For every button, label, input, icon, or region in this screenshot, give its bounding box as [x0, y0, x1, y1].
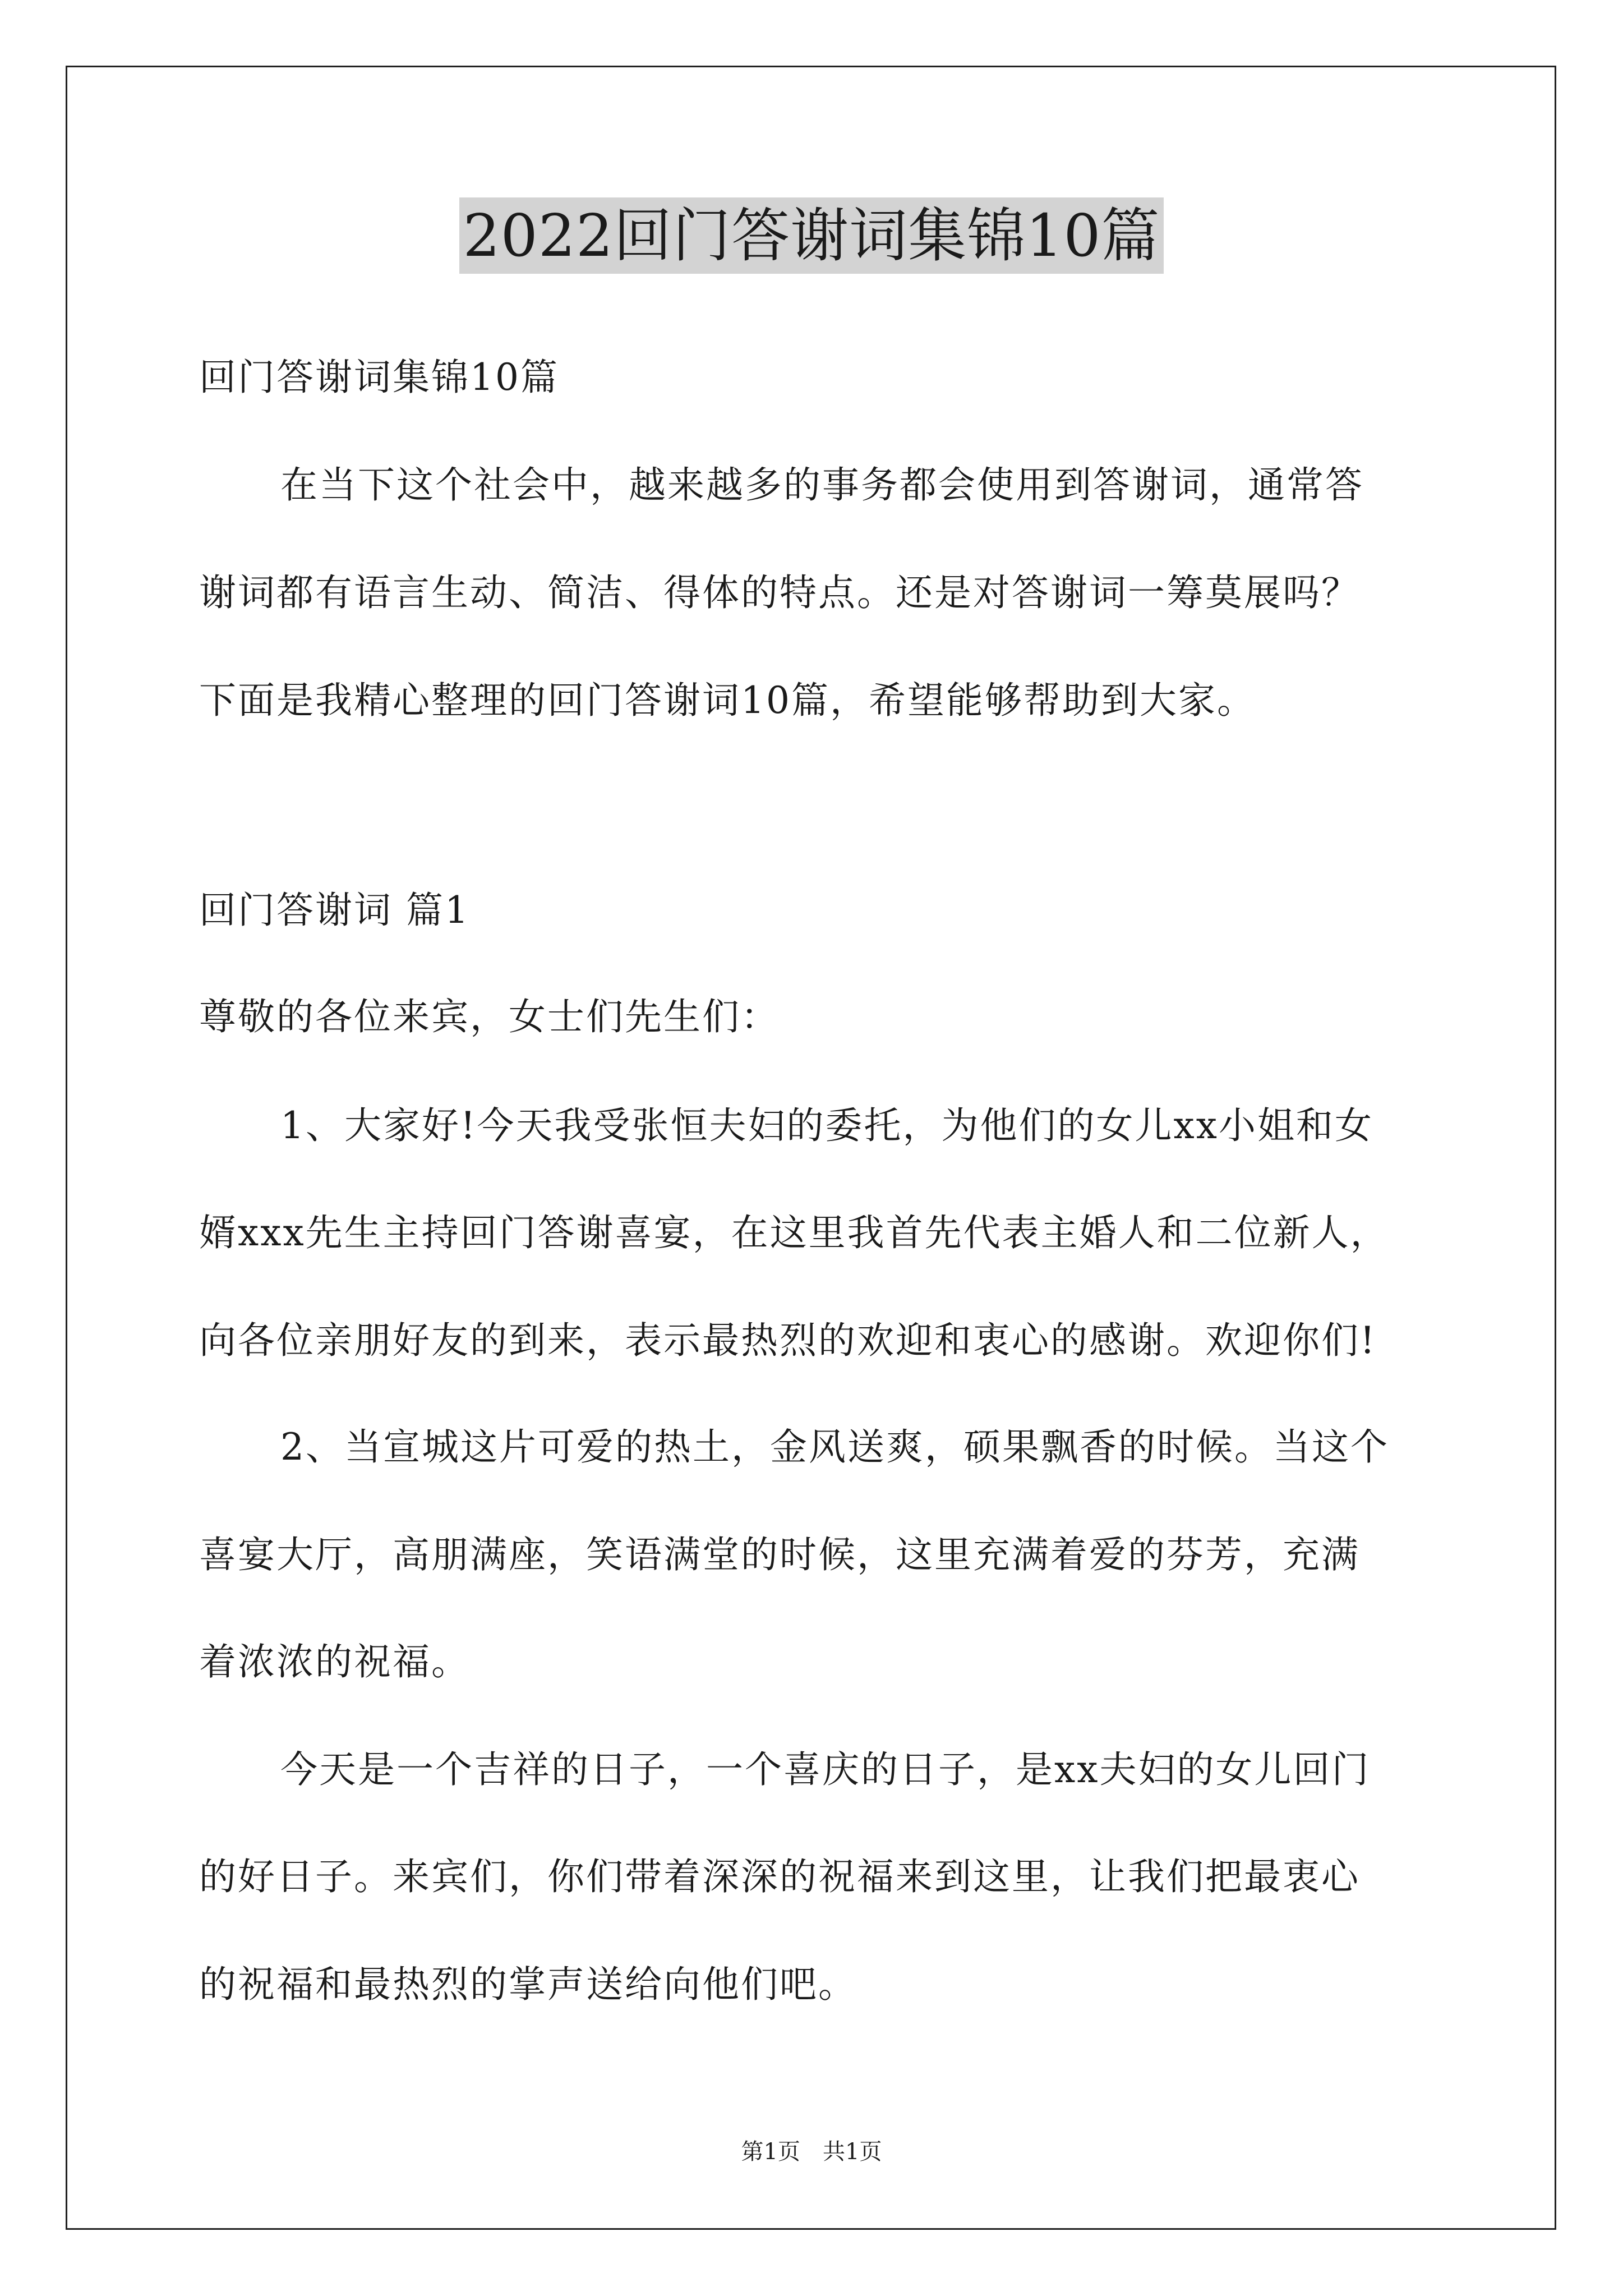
salutation: 尊敬的各位来宾，女士们先生们： — [199, 995, 780, 1038]
paragraph-line: 的好日子。来宾们，你们带着深深的祝福来到这里，让我们把最衷心 — [199, 1855, 1360, 1898]
section-heading: 回门答谢词 篇1 — [199, 889, 470, 932]
intro-line: 谢词都有语言生动、简洁、得体的特点。还是对答谢词一筹莫展吗？ — [199, 571, 1360, 614]
page-footer: 第1页 共1页 — [741, 2139, 882, 2165]
paragraph-line: 喜宴大厅，高朋满座，笑语满堂的时候，这里充满着爱的芬芳，充满 — [199, 1533, 1360, 1576]
document-title: 2022回门答谢词集锦10篇 — [459, 197, 1163, 274]
paragraph-line: 今天是一个吉祥的日子，一个喜庆的日子，是xx夫妇的女儿回门 — [280, 1748, 1371, 1791]
paragraph-line: 1、大家好!今天我受张恒夫妇的委托，为他们的女儿xx小姐和女 — [280, 1104, 1373, 1147]
paragraph-line: 婿xxx先生主持回门答谢喜宴，在这里我首先代表主婚人和二位新人， — [199, 1211, 1389, 1254]
document-subtitle: 回门答谢词集锦10篇 — [199, 356, 559, 399]
title-container — [0, 197, 1623, 274]
paragraph-line: 2、当宣城这片可爱的热土，金风送爽，硕果飘香的时候。当这个 — [280, 1425, 1389, 1469]
paragraph-line: 着浓浓的祝福。 — [199, 1640, 470, 1683]
intro-line: 在当下这个社会中，越来越多的事务都会使用到答谢词，通常答 — [280, 463, 1364, 507]
paragraph-line: 的祝福和最热烈的掌声送给向他们吧。 — [199, 1963, 857, 2006]
paragraph-line: 向各位亲朋好友的到来，表示最热烈的欢迎和衷心的感谢。欢迎你们! — [199, 1319, 1377, 1362]
intro-line: 下面是我精心整理的回门答谢词10篇，希望能够帮助到大家。 — [199, 679, 1256, 722]
